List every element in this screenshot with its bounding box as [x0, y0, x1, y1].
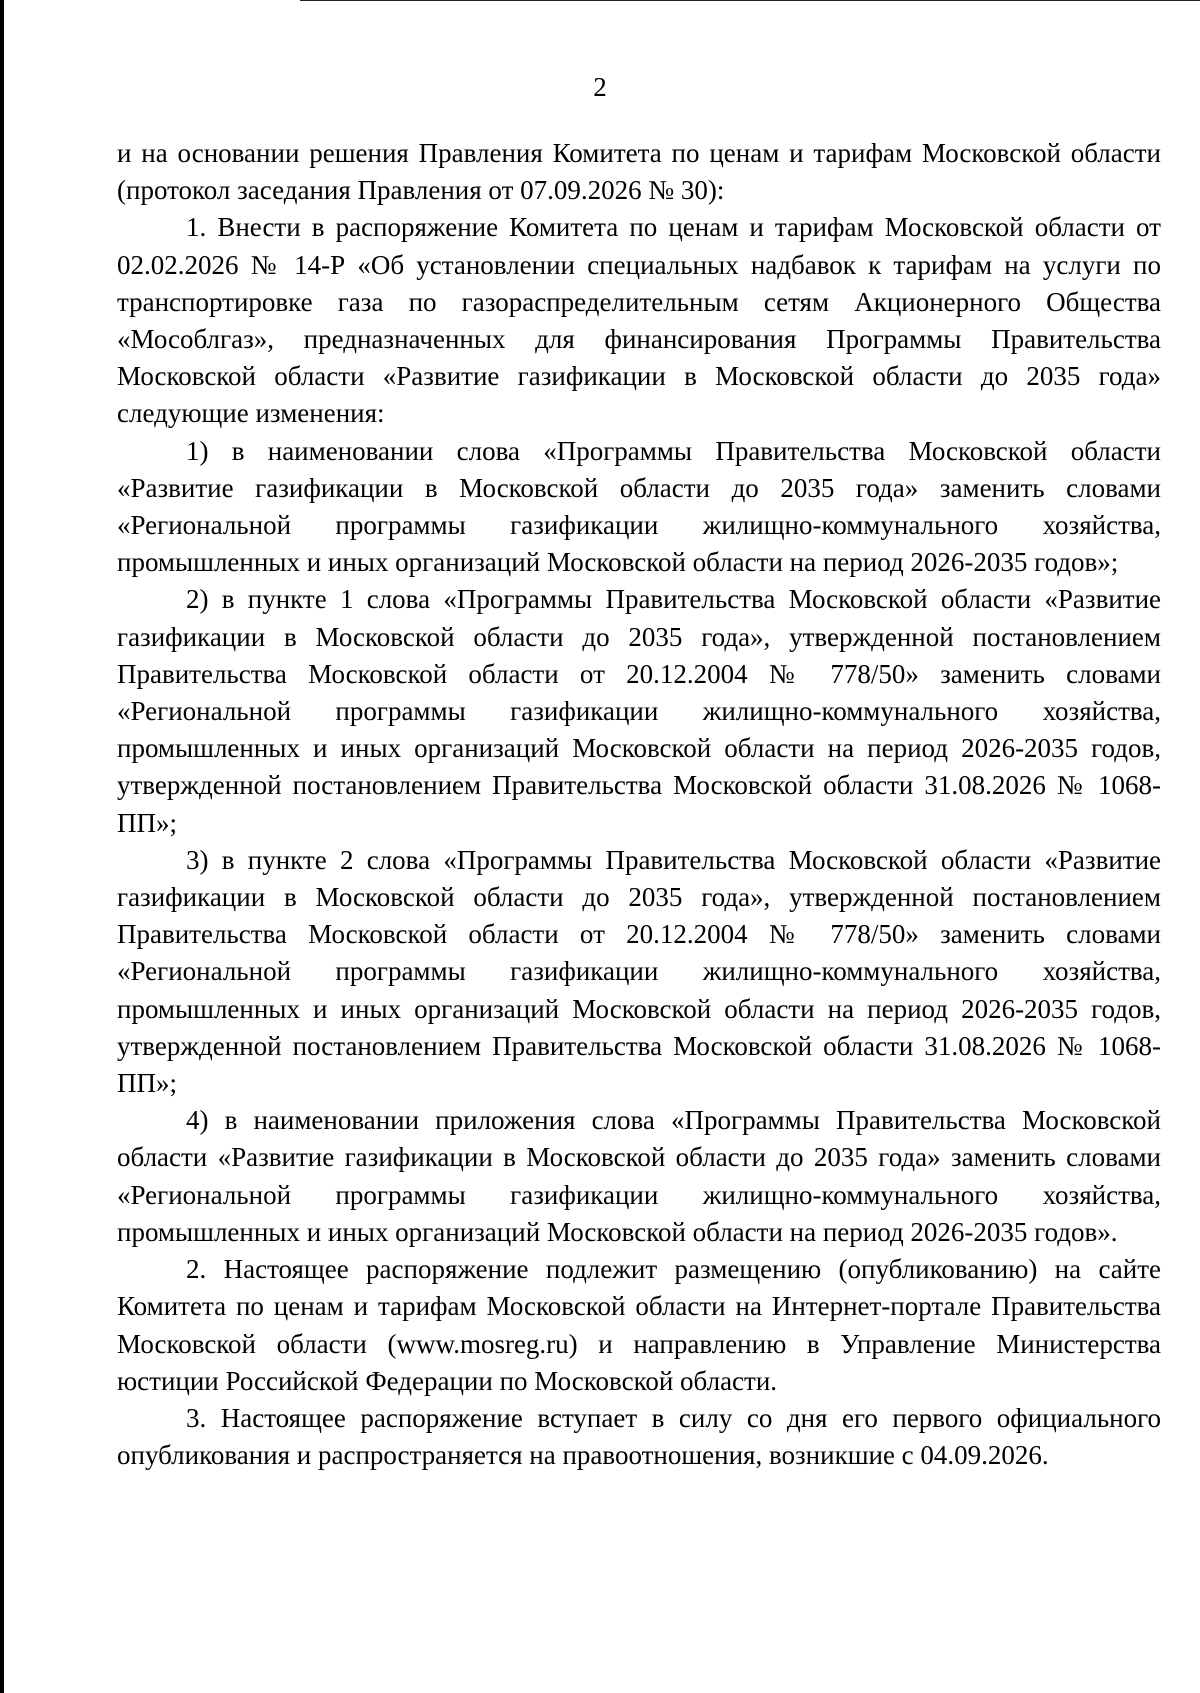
paragraph-subitem-2: 2) в пункте 1 слова «Программы Правительства Московской области «Развитие газификации в Московской области до 2035 года», утвержденной постановлением Правительства Московской области от 20.12.2004 № 778/50» заменить словами «Региональной программы газификации жилищно-коммунального хозяйства, промышленных и иных организаций Московской области на период 2026-2035 годов, утвержденной постановлением Правительства Московской области 31.08.2026 № 1068-ПП»;: [117, 584, 1161, 838]
paragraph-subitem-4: 4) в наименовании приложения слова «Программы Правительства Московской области «Развитие газификации в Московской области до 2035 года» заменить словами «Региональной программы газификации жилищно-коммунального хозяйства, промышленных и иных организаций Московской области на период 2026-2035 годов».: [117, 1105, 1161, 1247]
paragraph-item-1: 1. Внести в распоряжение Комитета по ценам и тарифам Московской области от 02.02.2026 № 14-Р «Об установлении специальных надбавок к тарифам на услуги по транспортировке газа по газораспределительным сетям Акционерного Общества «Мособлгаз», предназначенных для финансирования Программы Правительства Московской области «Развитие газификации в Московской области до 2035 года» следующие изменения:: [117, 212, 1161, 429]
paragraph-subitem-3: 3) в пункте 2 слова «Программы Правительства Московской области «Развитие газификации в Московской области до 2035 года», утвержденной постановлением Правительства Московской области от 20.12.2004 № 778/50» заменить словами «Региональной программы газификации жилищно-коммунального хозяйства, промышленных и иных организаций Московской области на период 2026-2035 годов, утвержденной постановлением Правительства Московской области 31.08.2026 № 1068-ПП»;: [117, 844, 1161, 1099]
document-body: [117, 135, 1161, 1474]
page-number: 2: [593, 72, 607, 102]
paragraph-item-2: 2. Настоящее распоряжение подлежит размещению (опубликованию) на сайте Комитета по ценам и тарифам Московской области на Интернет-портале Правительства Московской области (www.mosreg.ru) и направлению в Управление Министерства юстиции Российской Федерации по Московской области.: [117, 1254, 1161, 1396]
scan-left-edge: [0, 0, 4, 1693]
paragraph-subitem-1: 1) в наименовании слова «Программы Правительства Московской области «Развитие газификации в Московской области до 2035 года» заменить словами «Региональной программы газификации жилищно-коммунального хозяйства, промышленных и иных организаций Московской области на период 2026-2035 годов»;: [117, 435, 1161, 578]
scan-top-edge: [300, 0, 1200, 1]
paragraph-item-3: 3. Настоящее распоряжение вступает в силу со дня его первого официального опубликования и распространяется на правоотношения, возникшие с 04.09.2026.: [117, 1402, 1161, 1471]
paragraph-intro: и на основании решения Правления Комитета по ценам и тарифам Московской области (протокол заседания Правления от 07.09.2026 № 30):: [117, 138, 1161, 206]
